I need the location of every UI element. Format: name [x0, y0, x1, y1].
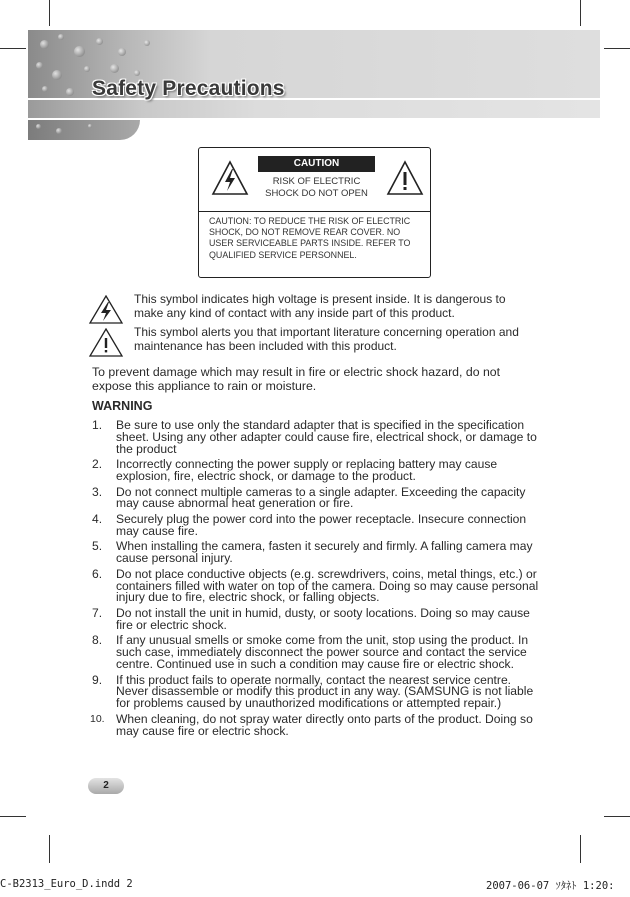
high-voltage-warning-icon	[88, 295, 124, 330]
symbol-description: This symbol indicates high voltage is present inside. It is dangerous to make any kind of contact with any inside part of this product.	[134, 292, 506, 320]
list-item	[90, 711, 544, 738]
list-item	[92, 484, 544, 511]
caution-label	[198, 147, 431, 278]
header-tab	[28, 120, 140, 140]
exclamation-warning-icon	[386, 160, 424, 201]
caution-body-text: CAUTION: TO REDUCE THE RISK OF ELECTRIC SHOCK, DO NOT REMOVE REAR COVER. NO USER SERVICEABLE PARTS INSIDE. REFER TO QUALIFIED SERVICE PERSONNEL.	[209, 216, 411, 260]
list-item-number: 1.	[92, 418, 103, 432]
warning-heading: WARNING	[92, 399, 153, 413]
warning-list	[92, 420, 544, 741]
list-item	[92, 672, 544, 711]
crop-mark	[49, 835, 50, 863]
crop-mark	[49, 0, 50, 26]
footer-file-name: C-B2313_Euro_D.indd 2	[0, 878, 133, 890]
list-item	[92, 459, 544, 483]
list-item-number: 10.	[90, 712, 105, 725]
list-item	[92, 420, 544, 455]
crop-mark	[604, 816, 630, 817]
exclamation-warning-icon	[88, 328, 124, 363]
list-item	[92, 541, 544, 565]
list-item-text: Securely plug the power cord into the power receptacle. Insecure connection may cause fire.	[116, 511, 527, 538]
crop-mark	[0, 816, 26, 817]
list-item-number: 9.	[92, 672, 103, 687]
crop-mark	[0, 48, 26, 49]
list-item-text: Do not place conductive objects (e.g. screwdrivers, coins, metal things, etc.) or containers filled with water on top of the camera. Doing so may cause personal injury due to fire, electric shock, or falling objects.	[116, 566, 539, 605]
page-number-badge: 2	[88, 778, 124, 794]
header-subband	[28, 100, 600, 118]
page-title: Safety Precautions	[92, 77, 285, 100]
list-item-number: 5.	[92, 539, 103, 554]
list-item-number: 7.	[92, 605, 103, 620]
list-item-number: 4.	[92, 511, 103, 526]
high-voltage-warning-icon	[211, 160, 249, 201]
list-item	[92, 635, 544, 670]
caution-heading: CAUTION	[258, 156, 375, 172]
list-item	[92, 605, 544, 632]
list-item	[92, 566, 544, 605]
list-item-text: Incorrectly connecting the power supply or replacing battery may cause explosion, fire, electric shock, or damage to the product.	[116, 457, 498, 483]
list-item-number: 6.	[92, 566, 103, 581]
caution-label-top	[199, 148, 430, 212]
caution-risk-text: RISK OF ELECTRIC SHOCK DO NOT OPEN	[265, 176, 368, 199]
list-item-number: 3.	[92, 484, 103, 499]
list-item-text: When cleaning, do not spray water directly onto parts of the product. Doing so may cause fire or electric shock.	[116, 711, 533, 738]
list-item-text: If this product fails to operate normally, contact the nearest service centre. Never disassemble or modify this product in any way. (SAMSUNG is not liable for problems caused by unauthorized modifications or attempted repair.)	[116, 672, 534, 711]
footer-date: 2007-06-07 ｿﾀﾈﾄ 1:20:	[486, 880, 615, 892]
intro-paragraph: To prevent damage which may result in fire or electric shock hazard, do not expose this appliance to rain or moisture.	[92, 365, 501, 393]
list-item-text: If any unusual smells or smoke come from the unit, stop using the product. In such case, immediately disconnect the power source and contact the service centre. Continued use in such a condition may cause fire or electric shock.	[116, 633, 529, 671]
symbol-description: This symbol alerts you that important literature concerning operation and maintenance has been included with this product.	[134, 325, 519, 353]
list-item-number: 8.	[92, 633, 103, 648]
list-item	[92, 511, 544, 538]
crop-mark	[604, 48, 630, 49]
list-item-number: 2.	[92, 457, 103, 472]
crop-mark	[580, 835, 581, 863]
list-item-text: Do not connect multiple cameras to a single adapter. Exceeding the capacity may cause abnormal heat generation or fire.	[116, 484, 526, 511]
list-item-text: When installing the camera, fasten it securely and firmly. A falling camera may cause personal injury.	[116, 539, 533, 566]
crop-mark	[580, 0, 581, 26]
list-item-text: Be sure to use only the standard adapter that is specified in the specification sheet. Using any other adapter could cause fire, electrical shock, or damage to the product	[116, 418, 537, 456]
list-item-text: Do not install the unit in humid, dusty, or sooty locations. Doing so may cause fire or electric shock.	[116, 605, 530, 632]
